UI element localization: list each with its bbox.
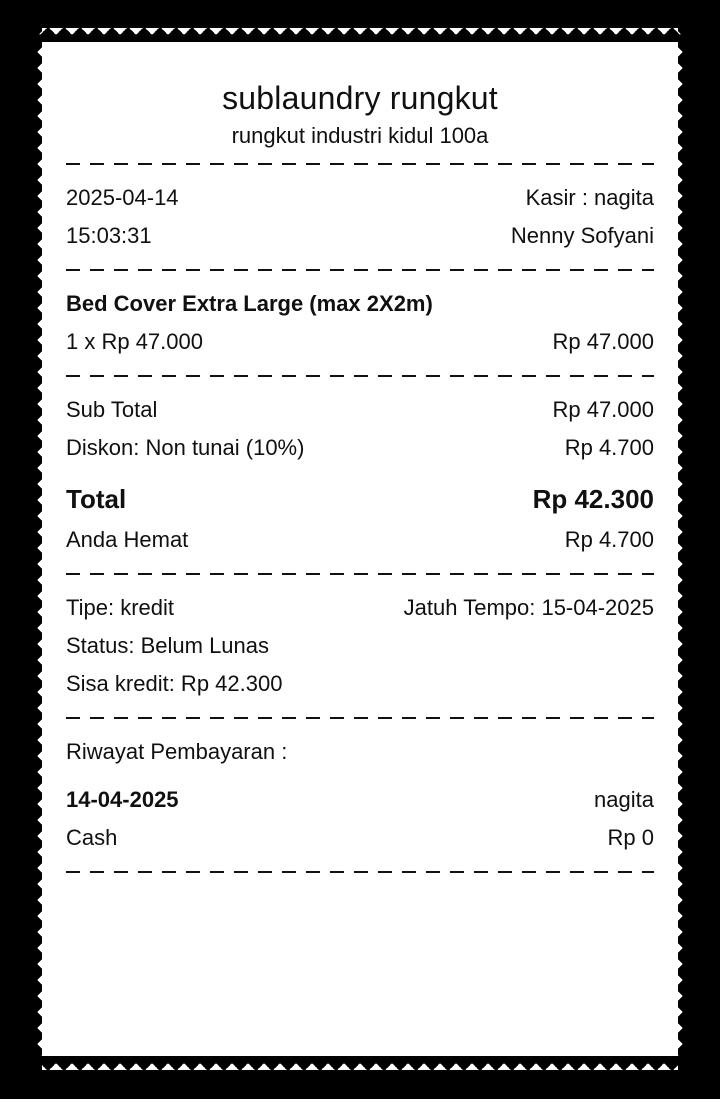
discount-label: Diskon: Non tunai (10%) [66, 435, 305, 460]
divider-credit [66, 717, 654, 719]
torn-edge-right [678, 28, 688, 1070]
store-address: rungkut industri kidul 100a [231, 123, 489, 148]
line-item-row [66, 323, 654, 361]
torn-edge-top [32, 28, 688, 42]
divider-total [66, 573, 654, 575]
savings-row [66, 521, 654, 559]
transaction-date: 2025-04-14 [66, 185, 179, 210]
torn-edge-bottom [32, 1056, 688, 1070]
payment-entry-date: 14-04-2025 [66, 787, 179, 812]
credit-remaining-row [66, 665, 654, 703]
total-label: Total [66, 484, 127, 514]
credit-due-label: Jatuh Tempo: 15-04-2025 [403, 595, 654, 620]
credit-type-label: Tipe: kredit [66, 595, 175, 620]
payment-entry-method: Cash [66, 825, 118, 850]
subtotal-row [66, 391, 654, 429]
payment-entry-row [66, 819, 654, 857]
spacer [66, 771, 654, 781]
cashier-label: Kasir : nagita [525, 185, 654, 210]
line-item-qty-price: 1 x Rp 47.000 [66, 329, 203, 354]
savings-value: Rp 4.700 [564, 527, 654, 552]
savings-label: Anda Hemat [66, 527, 189, 552]
divider-items [66, 375, 654, 377]
credit-status-row [66, 627, 654, 665]
customer-name: Nenny Sofyani [510, 223, 654, 248]
torn-edge-left [32, 28, 42, 1070]
divider-header [66, 163, 654, 165]
divider-meta [66, 269, 654, 271]
total-value: Rp 42.300 [532, 484, 654, 514]
total-row [66, 477, 654, 521]
receipt-paper [32, 28, 688, 1070]
payment-entry-operator: nagita [594, 787, 654, 812]
payment-entry-header [66, 781, 654, 819]
credit-status-label: Status: Belum Lunas [66, 633, 270, 658]
receipt-meta-row-1 [66, 179, 654, 217]
line-item-name: Bed Cover Extra Large (max 2X2m) [66, 291, 433, 316]
payment-history-heading: Riwayat Pembayaran : [66, 739, 288, 764]
receipt-meta-row-2 [66, 217, 654, 255]
credit-remaining-label: Sisa kredit: Rp 42.300 [66, 671, 283, 696]
payment-entry-amount: Rp 0 [607, 825, 654, 850]
divider-footer [66, 871, 654, 873]
discount-value: Rp 4.700 [564, 435, 654, 460]
subtotal-label: Sub Total [66, 397, 158, 422]
discount-row [66, 429, 654, 467]
subtotal-value: Rp 47.000 [552, 397, 654, 422]
store-name: sublaundry rungkut [222, 80, 498, 116]
transaction-time: 15:03:31 [66, 223, 152, 248]
line-item-amount: Rp 47.000 [552, 329, 654, 354]
credit-type-row [66, 589, 654, 627]
